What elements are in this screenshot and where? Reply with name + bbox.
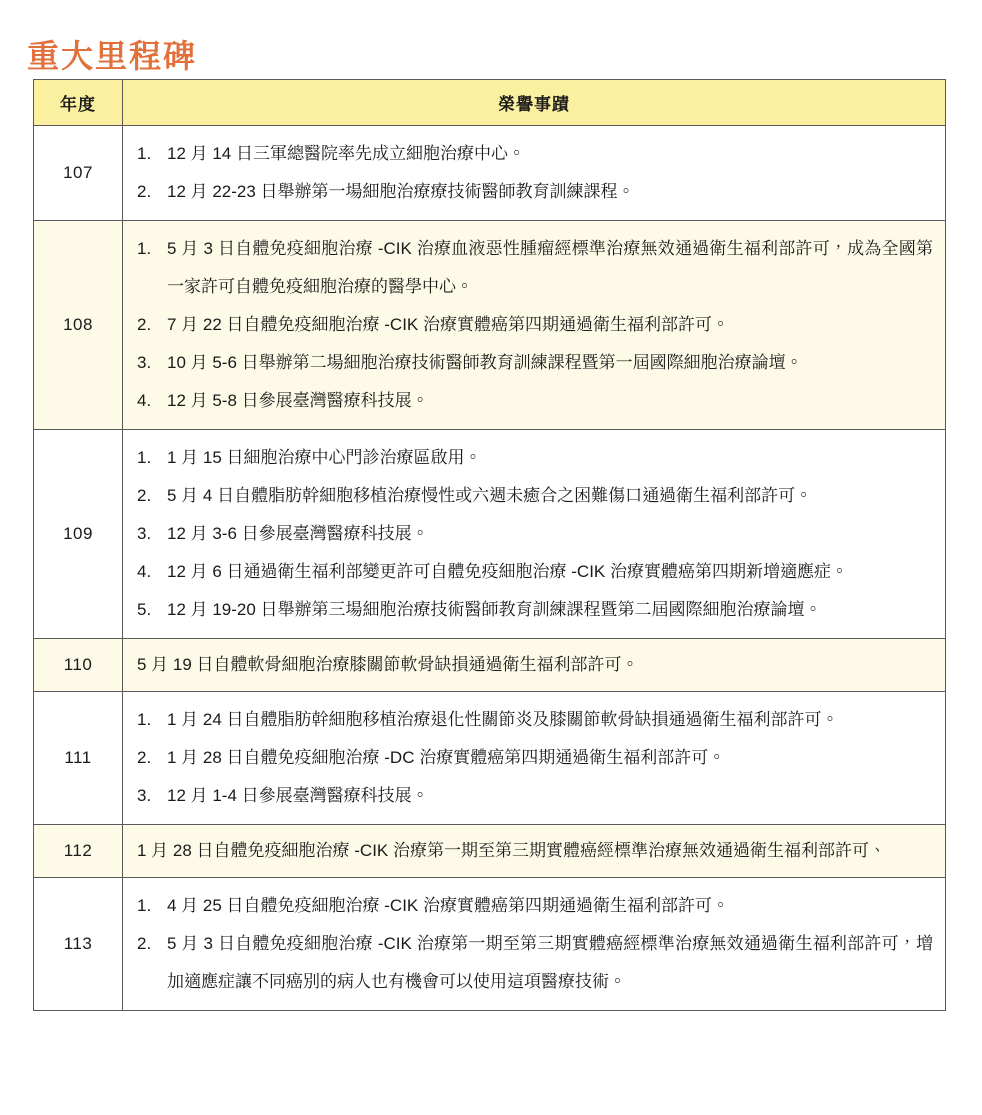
deed-paragraph: 1 月 28 日自體免疫細胞治療 -CIK 治療第一期至第三期實體癌經標準治療無效通過衛生福利部許可、 [137,841,886,860]
column-header-year: 年度 [34,80,123,126]
deed-list-item: 1 月 28 日自體免疫細胞治療 -DC 治療實體癌第四期通過衛生福利部許可。 [167,748,726,767]
table-row [34,878,946,1011]
deed-list-item: 10 月 5-6 日舉辦第二場細胞治療技術醫師教育訓練課程暨第一屆國際細胞治療論壇。 [167,353,803,372]
deeds-cell [123,825,946,878]
deed-list-item: 12 月 14 日三軍總醫院率先成立細胞治療中心。 [167,144,525,163]
year-cell: 110 [34,639,123,692]
year-cell: 109 [34,430,123,639]
year-cell: 108 [34,221,123,430]
deed-list [137,887,933,1001]
year-cell: 113 [34,878,123,1011]
deed-list-item: 12 月 5-8 日參展臺灣醫療科技展。 [167,391,429,410]
deeds-cell [123,221,946,430]
deeds-cell [123,430,946,639]
table-body [34,126,946,1011]
deed-list [137,701,933,815]
deeds-cell [123,126,946,221]
year-cell: 107 [34,126,123,221]
deeds-cell [123,692,946,825]
deed-list-item: 5 月 4 日自體脂肪幹細胞移植治療慢性或六週未癒合之困難傷口通過衛生福利部許可。 [167,486,813,505]
year-cell: 112 [34,825,123,878]
table-header-row [34,80,946,126]
deeds-cell [123,639,946,692]
deed-list-item: 1 月 15 日細胞治療中心門診治療區啟用。 [167,448,482,467]
deed-list-item: 5 月 3 日自體免疫細胞治療 -CIK 治療第一期至第三期實體癌經標準治療無效通過衛生福利部許可，增加適應症讓不同癌別的病人也有機會可以使用這項醫療技術。 [167,934,933,991]
deed-list [137,230,933,420]
deed-list-item: 12 月 19-20 日舉辦第三場細胞治療技術醫師教育訓練課程暨第二屆國際細胞治療論壇。 [167,600,822,619]
table-row [34,825,946,878]
deed-list-item: 1 月 24 日自體脂肪幹細胞移植治療退化性關節炎及膝關節軟骨缺損通過衛生福利部許可。 [167,710,839,729]
year-cell: 111 [34,692,123,825]
deed-list-item: 12 月 6 日通過衛生福利部變更許可自體免疫細胞治療 -CIK 治療實體癌第四期新增適應症。 [167,562,848,581]
deed-list-item: 12 月 3-6 日參展臺灣醫療科技展。 [167,524,429,543]
table-row [34,126,946,221]
column-header-deeds: 榮譽事蹟 [123,80,946,126]
milestone-table [33,79,946,1011]
deed-list-item: 5 月 3 日自體免疫細胞治療 -CIK 治療血液惡性腫瘤經標準治療無效通過衛生福利部許可，成為全國第一家許可自體免疫細胞治療的醫學中心。 [167,239,933,296]
deeds-cell [123,878,946,1011]
deed-list-item: 7 月 22 日自體免疫細胞治療 -CIK 治療實體癌第四期通過衛生福利部許可。 [167,315,729,334]
table-header [34,80,946,126]
deed-list-item: 12 月 1-4 日參展臺灣醫療科技展。 [167,786,429,805]
deed-list [137,135,933,211]
deed-list-item: 12 月 22-23 日舉辦第一場細胞治療療技術醫師教育訓練課程。 [167,182,635,201]
page-title: 重大里程碑 [27,38,198,75]
deed-paragraph: 5 月 19 日自體軟骨細胞治療膝關節軟骨缺損通過衛生福利部許可。 [137,655,639,674]
deed-list [137,439,933,629]
deed-list-item: 4 月 25 日自體免疫細胞治療 -CIK 治療實體癌第四期通過衛生福利部許可。 [167,896,729,915]
table-row [34,221,946,430]
table-row [34,430,946,639]
table-row [34,692,946,825]
table-row [34,639,946,692]
